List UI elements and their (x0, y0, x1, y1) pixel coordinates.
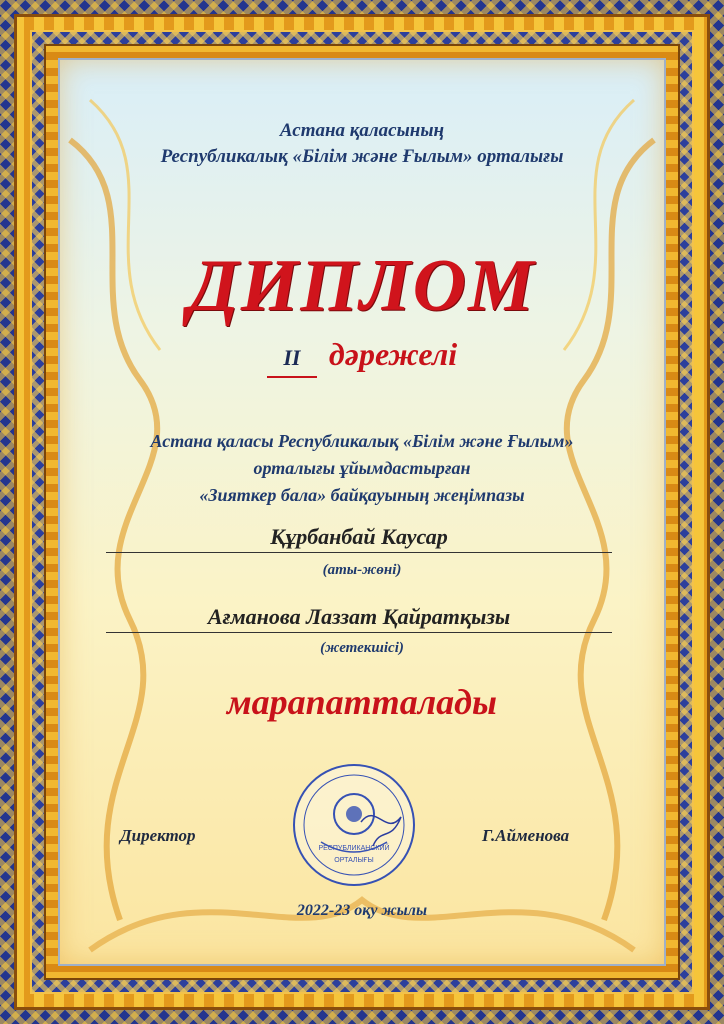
degree-label: дәрежелі (328, 336, 458, 372)
left-swirl-ornament (60, 60, 200, 960)
director-name: Г.Айменова (482, 826, 570, 845)
right-swirl-ornament (524, 60, 664, 960)
event-line-1: Астана қаласы Республикалық «Білім және Ғылым» (150, 431, 574, 451)
winner-caption: (аты-жөні) (322, 562, 402, 578)
event-description (58, 428, 666, 509)
academic-year: 2022-23 оқу жылы (296, 902, 428, 919)
winner-name: Құрбанбай Каусар (106, 522, 612, 553)
event-line-3: «Зияткер бала» байқауының жеңімпазы (199, 485, 525, 505)
mentor-name: Ағманова Лаззат Қайратқызы (106, 602, 612, 633)
degree-line (58, 336, 666, 378)
mentor-caption: (жетекшісі) (320, 640, 404, 656)
director-title: Директор (120, 826, 196, 845)
organization-header (58, 118, 666, 170)
stamp-text-top: РЕСПУБЛИКАНСКИЙ (318, 845, 390, 852)
official-stamp (291, 762, 417, 888)
award-text: марапатталады (227, 682, 497, 722)
event-line-2: орталығы ұйымдастырған (253, 458, 471, 478)
stamp-text-bottom: ОРТАЛЫҒЫ (334, 857, 374, 864)
diploma-title: ДИПЛОМ (188, 245, 536, 327)
organization-line-2: Республикалық «Білім және Ғылым» орталығы (160, 146, 564, 167)
organization-line-1: Астана қаласының (279, 120, 445, 141)
degree-number: II (267, 340, 317, 378)
